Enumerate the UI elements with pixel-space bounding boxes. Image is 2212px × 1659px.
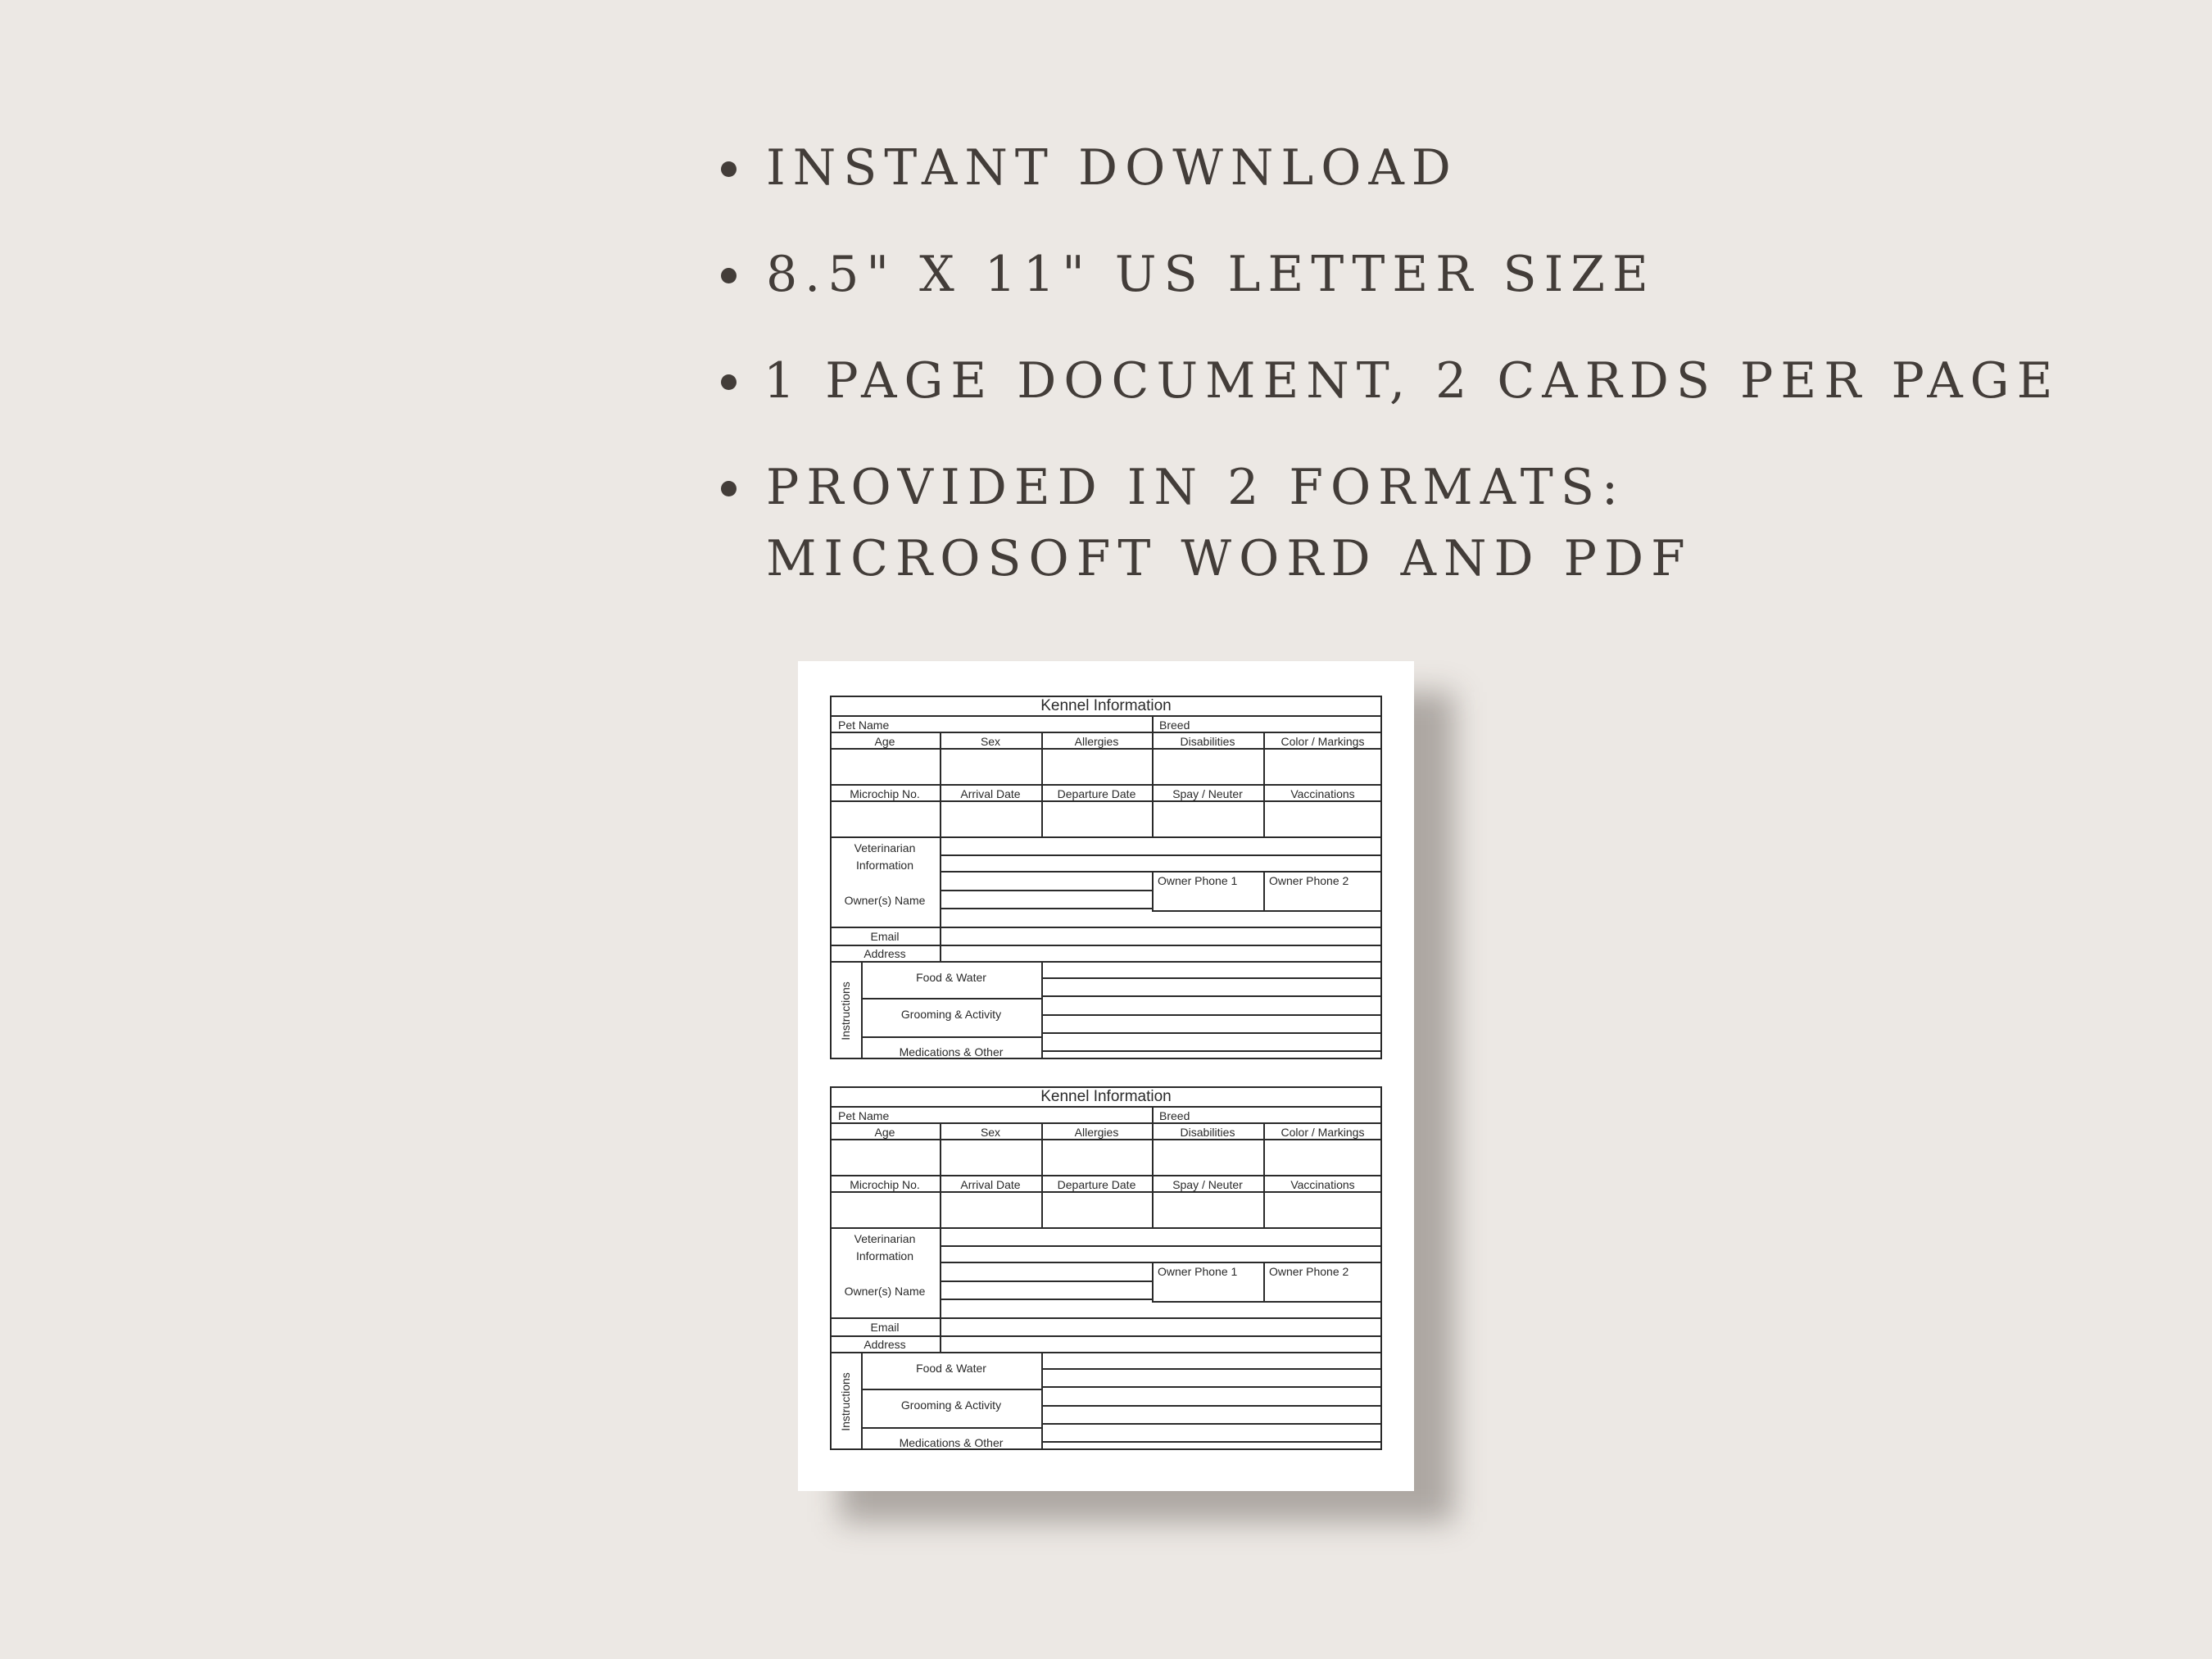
- table-rule: [830, 1227, 1382, 1229]
- sex-label: Sex: [980, 1126, 1001, 1139]
- feature-text: PROVIDED IN 2 FORMATS:: [766, 459, 1626, 516]
- arrival-date-label: Arrival Date: [960, 1178, 1021, 1191]
- card-title: Kennel Information: [1040, 697, 1172, 714]
- table-rule: [861, 1389, 1041, 1390]
- owner-phone-2-label: Owner Phone 2: [1269, 874, 1349, 887]
- feature-text: 8.5" X 11" US LETTER SIZE: [766, 246, 1656, 303]
- bullet-icon: [721, 374, 737, 390]
- table-rule: [940, 871, 1382, 873]
- table-rule: [1041, 977, 1382, 979]
- email-label: Email: [870, 930, 900, 943]
- medications-other-label: Medications & Other: [899, 1436, 1004, 1449]
- table-rule: [940, 836, 941, 961]
- table-rule: [1152, 715, 1154, 732]
- kennel-card: [830, 1086, 1382, 1450]
- table-rule: [940, 890, 1152, 891]
- table-rule: [830, 1335, 1382, 1337]
- table-rule: [1041, 1441, 1382, 1443]
- email-label: Email: [870, 1321, 900, 1334]
- bullet-icon: [721, 268, 737, 283]
- disabilities-label: Disabilities: [1180, 1126, 1235, 1139]
- pet-name-label: Pet Name: [838, 1109, 890, 1122]
- document-preview: [798, 661, 1414, 1491]
- table-rule: [940, 1262, 1382, 1263]
- feature-text: MICROSOFT WORD AND PDF: [766, 530, 1693, 587]
- table-rule: [830, 784, 1382, 786]
- table-rule: [830, 945, 1382, 946]
- table-rule: [861, 998, 1041, 999]
- table-rule: [830, 1175, 1382, 1176]
- disabilities-label: Disabilities: [1180, 735, 1235, 748]
- feature-text: INSTANT DOWNLOAD: [766, 139, 1458, 197]
- color-markings-label: Color / Markings: [1281, 1126, 1365, 1139]
- grooming-activity-label: Grooming & Activity: [900, 1398, 1002, 1412]
- table-rule: [830, 927, 1382, 928]
- owner-name-label: Owner(s) Name: [844, 894, 926, 907]
- age-label: Age: [874, 735, 895, 748]
- departure-date-label: Departure Date: [1057, 787, 1136, 800]
- age-label: Age: [874, 1126, 895, 1139]
- table-rule: [830, 1122, 1382, 1124]
- table-rule: [1041, 961, 1043, 1059]
- spay-neuter-label: Spay / Neuter: [1172, 1178, 1243, 1191]
- table-rule: [830, 1191, 1382, 1193]
- card-title: Kennel Information: [1040, 1088, 1172, 1105]
- table-rule: [1263, 1262, 1265, 1301]
- address-label: Address: [863, 947, 906, 960]
- table-rule: [1263, 871, 1265, 910]
- pet-name-label: Pet Name: [838, 718, 890, 732]
- owner-phone-2-label: Owner Phone 2: [1269, 1265, 1349, 1278]
- table-rule: [940, 1227, 941, 1352]
- table-rule: [940, 1281, 1152, 1282]
- allergies-label: Allergies: [1074, 735, 1119, 748]
- table-rule: [940, 908, 1152, 909]
- owner-phone-1-label: Owner Phone 1: [1158, 874, 1238, 887]
- microchip-label: Microchip No.: [850, 1178, 920, 1191]
- table-rule: [830, 961, 1382, 963]
- breed-label: Breed: [1159, 718, 1190, 732]
- table-rule: [1152, 871, 1154, 910]
- feature-list: [0, 0, 2212, 623]
- table-rule: [1041, 1032, 1382, 1034]
- instructions-label: Instructions: [839, 1372, 852, 1431]
- table-rule: [830, 800, 1382, 802]
- instructions-label: Instructions: [839, 981, 852, 1040]
- table-rule: [830, 836, 1382, 838]
- table-rule: [830, 732, 1382, 733]
- table-rule: [830, 1106, 1382, 1108]
- medications-other-label: Medications & Other: [899, 1045, 1004, 1058]
- microchip-label: Microchip No.: [850, 787, 920, 800]
- veterinarian-label: Veterinarian: [854, 1232, 916, 1245]
- table-rule: [1152, 1106, 1154, 1122]
- table-rule: [830, 715, 1382, 717]
- grooming-activity-label: Grooming & Activity: [900, 1008, 1002, 1021]
- table-rule: [1041, 1368, 1382, 1370]
- table-rule: [1041, 1050, 1382, 1052]
- bullet-icon: [721, 481, 737, 496]
- breed-label: Breed: [1159, 1109, 1190, 1122]
- veterinarian-label: Information: [855, 859, 914, 872]
- bullet-icon: [721, 161, 737, 177]
- sex-label: Sex: [980, 735, 1001, 748]
- table-rule: [830, 1352, 1382, 1353]
- allergies-label: Allergies: [1074, 1126, 1119, 1139]
- vaccinations-label: Vaccinations: [1290, 787, 1355, 800]
- table-rule: [1041, 1423, 1382, 1425]
- food-water-label: Food & Water: [916, 971, 986, 984]
- kennel-card: [830, 696, 1382, 1059]
- table-rule: [940, 1245, 1382, 1247]
- food-water-label: Food & Water: [916, 1362, 986, 1375]
- table-rule: [1041, 995, 1382, 997]
- owner-phone-1-label: Owner Phone 1: [1158, 1265, 1238, 1278]
- table-rule: [1152, 1301, 1382, 1303]
- table-rule: [1041, 1352, 1043, 1450]
- departure-date-label: Departure Date: [1057, 1178, 1136, 1191]
- color-markings-label: Color / Markings: [1281, 735, 1365, 748]
- spay-neuter-label: Spay / Neuter: [1172, 787, 1243, 800]
- veterinarian-label: Information: [855, 1249, 914, 1262]
- table-rule: [1152, 910, 1382, 912]
- veterinarian-label: Veterinarian: [854, 841, 916, 854]
- arrival-date-label: Arrival Date: [960, 787, 1021, 800]
- table-rule: [1041, 1014, 1382, 1016]
- vaccinations-label: Vaccinations: [1290, 1178, 1355, 1191]
- table-rule: [1041, 1405, 1382, 1407]
- table-rule: [861, 1427, 1041, 1429]
- table-rule: [1041, 1386, 1382, 1388]
- table-rule: [830, 1317, 1382, 1319]
- table-rule: [861, 1036, 1041, 1038]
- table-rule: [940, 1299, 1152, 1300]
- address-label: Address: [863, 1338, 906, 1351]
- table-rule: [830, 748, 1382, 750]
- table-rule: [830, 1139, 1382, 1140]
- feature-text: 1 PAGE DOCUMENT, 2 CARDS PER PAGE: [764, 352, 2060, 410]
- owner-name-label: Owner(s) Name: [844, 1285, 926, 1298]
- table-rule: [940, 854, 1382, 856]
- table-rule: [1152, 1262, 1154, 1301]
